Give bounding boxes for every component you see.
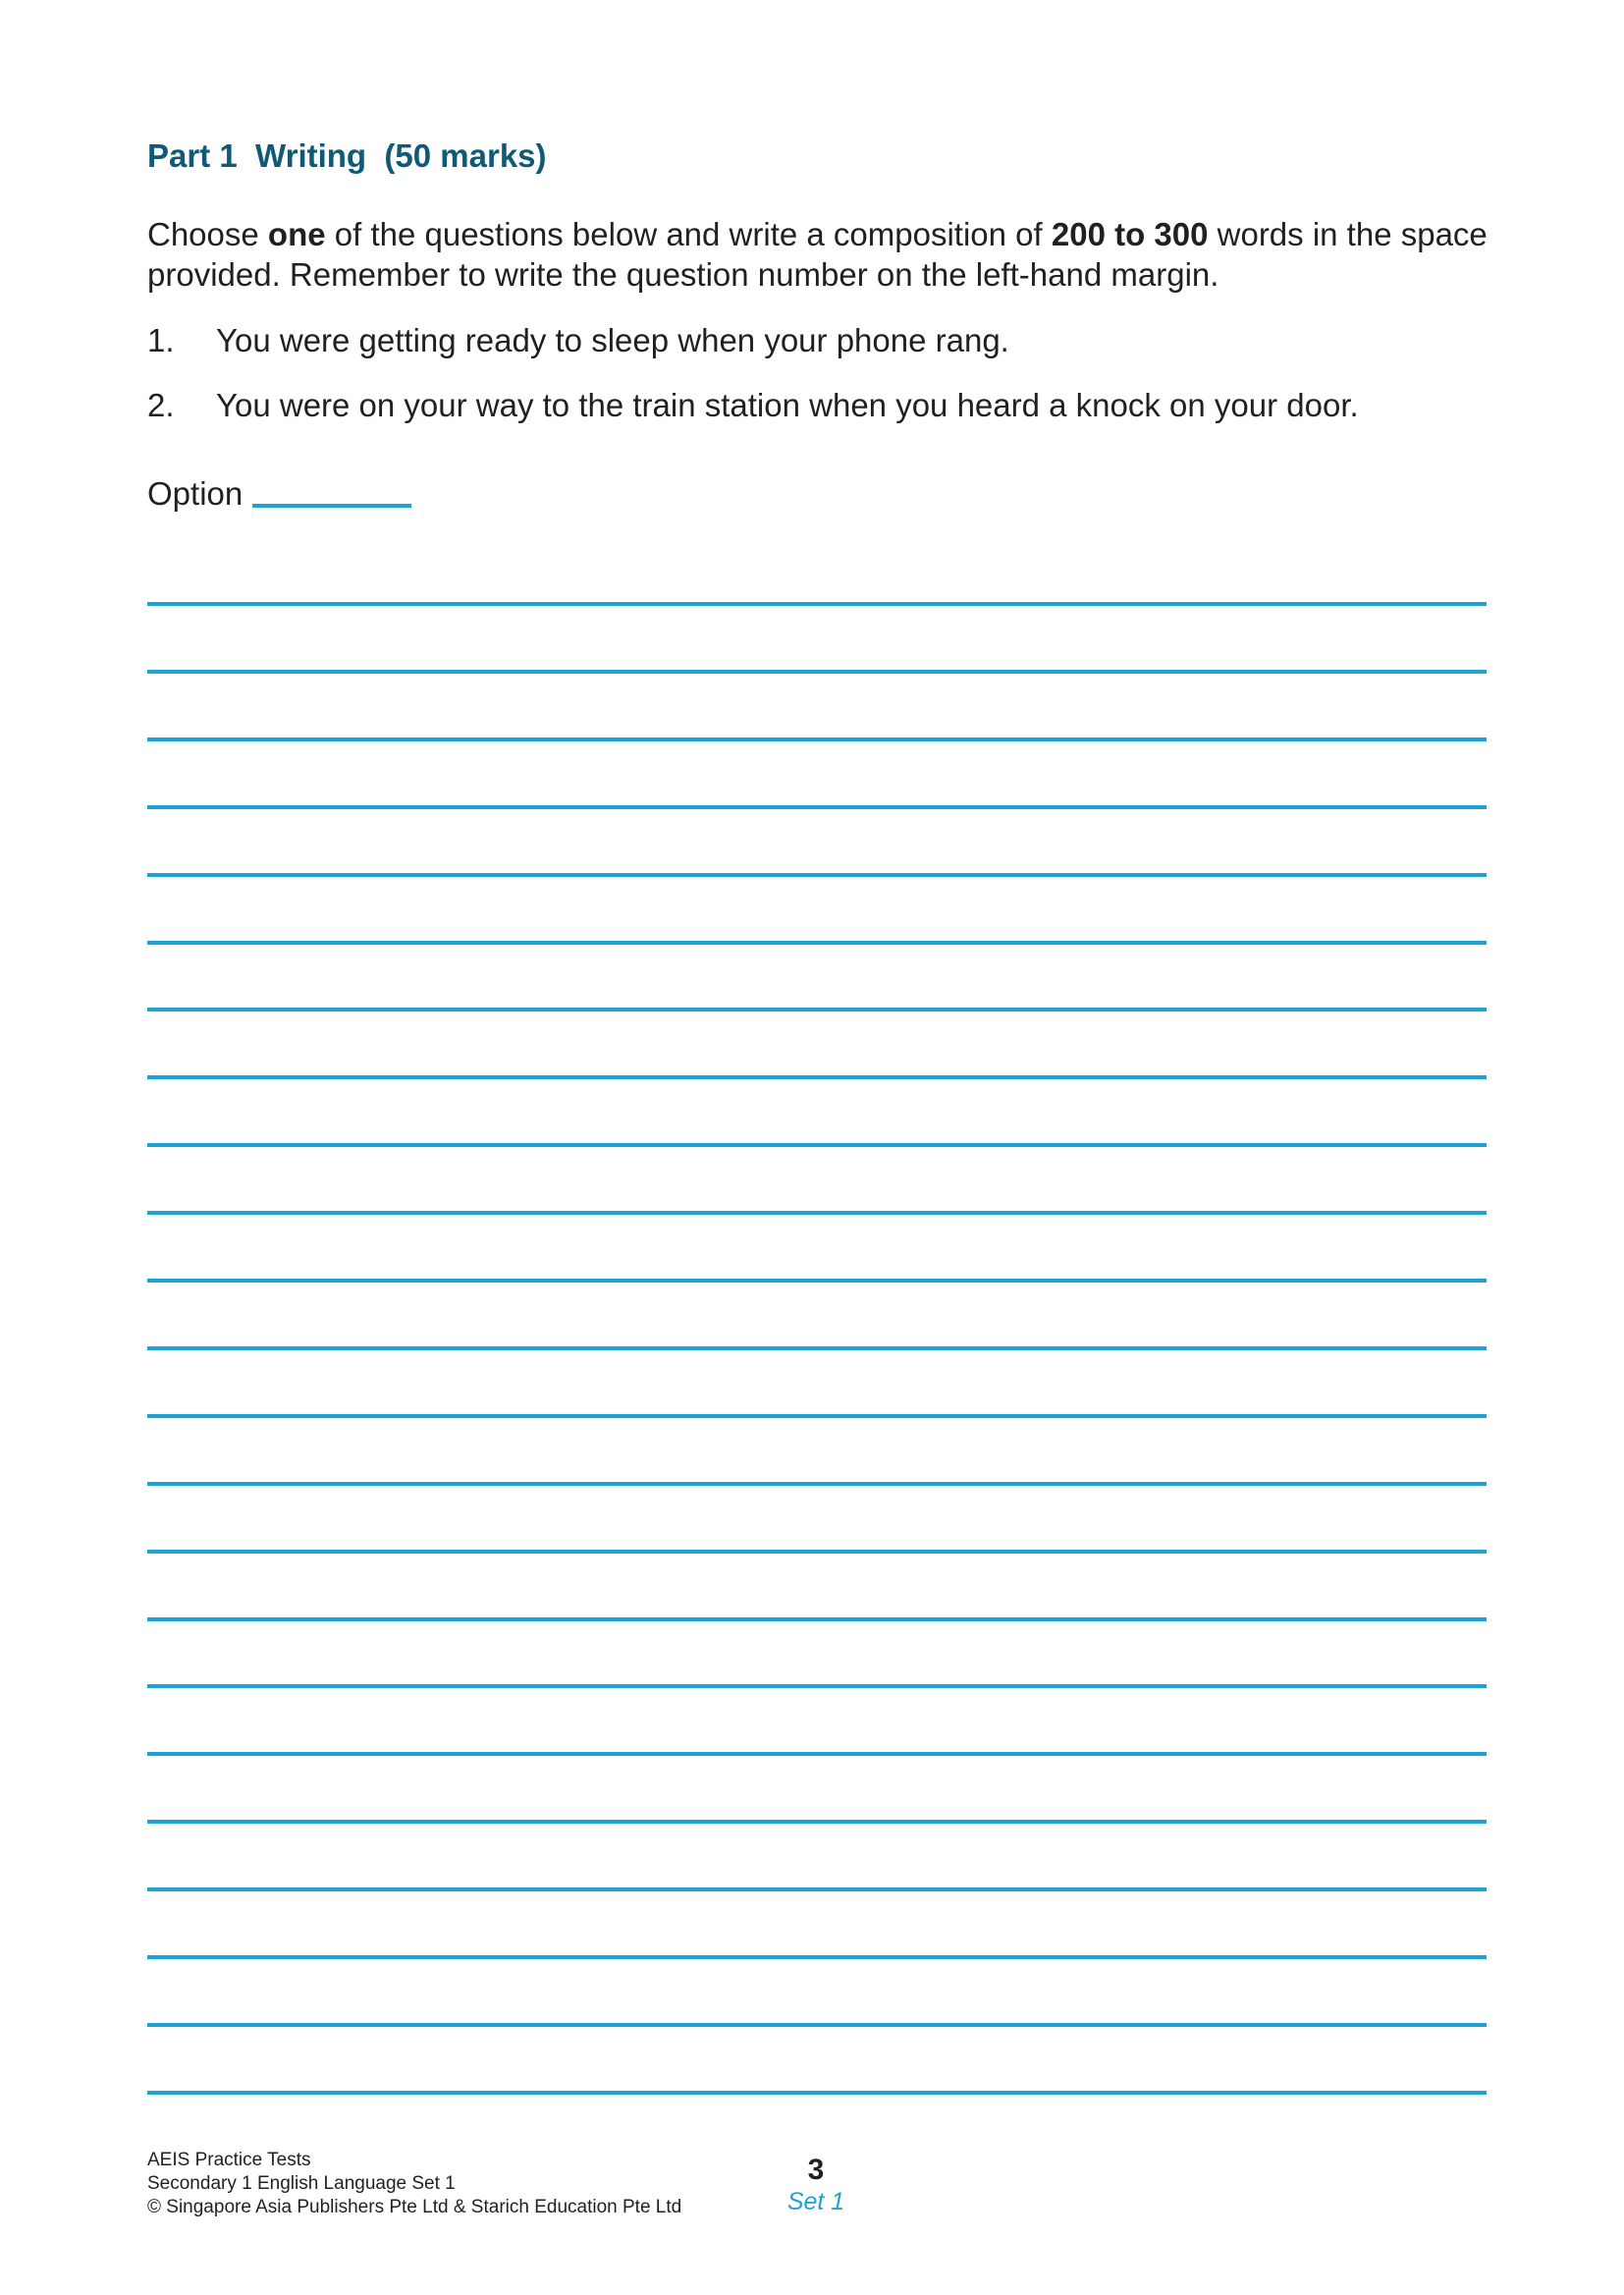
writing-line bbox=[147, 1279, 1487, 1283]
writing-line bbox=[147, 1414, 1487, 1418]
instructions-text-3: words in the space provided. Remember to write the question number on the left-hand margin. bbox=[147, 216, 1488, 293]
page-title: Part 1 Writing (50 marks) bbox=[147, 137, 547, 174]
writing-line bbox=[147, 1550, 1487, 1554]
writing-line bbox=[147, 1008, 1487, 1011]
writing-line bbox=[147, 670, 1487, 674]
writing-line bbox=[147, 1482, 1487, 1486]
writing-line bbox=[147, 602, 1487, 606]
question-number: 1. bbox=[147, 322, 175, 358]
question-number: 2. bbox=[147, 387, 175, 423]
instructions-bold-word-count: 200 to 300 bbox=[1051, 216, 1209, 252]
writing-line bbox=[147, 1752, 1487, 1756]
question-text: You were getting ready to sleep when your phone rang. bbox=[216, 322, 1009, 358]
footer-page-marker bbox=[764, 2154, 868, 2216]
writing-line bbox=[147, 1955, 1487, 1959]
writing-line bbox=[147, 2091, 1487, 2095]
writing-line bbox=[147, 1820, 1487, 1824]
writing-line bbox=[147, 1211, 1487, 1215]
page-number: 3 bbox=[807, 2154, 825, 2186]
footer-copyright: © Singapore Asia Publishers Pte Ltd & Starich Education Pte Ltd bbox=[147, 2197, 682, 2217]
writing-line bbox=[147, 1346, 1487, 1350]
writing-line bbox=[147, 873, 1487, 877]
writing-area[interactable] bbox=[147, 0, 1487, 2295]
writing-line bbox=[147, 1887, 1487, 1891]
footer-book-title: Secondary 1 English Language Set 1 bbox=[147, 2173, 456, 2194]
writing-line bbox=[147, 1143, 1487, 1147]
footer-series-title: AEIS Practice Tests bbox=[147, 2150, 311, 2170]
footer-publisher-info bbox=[147, 2149, 681, 2219]
writing-line bbox=[147, 1684, 1487, 1688]
writing-line bbox=[147, 1075, 1487, 1079]
instructions-text-2: of the questions below and write a composition of bbox=[325, 216, 1052, 252]
writing-line bbox=[147, 805, 1487, 809]
instructions-text-1: Choose bbox=[147, 216, 268, 252]
set-label: Set 1 bbox=[786, 2188, 845, 2215]
instructions-bold-one: one bbox=[267, 216, 326, 252]
option-label: Option bbox=[147, 475, 244, 512]
writing-line bbox=[147, 2023, 1487, 2027]
writing-line bbox=[147, 941, 1487, 945]
question-text: You were on your way to the train station when you heard a knock on your door. bbox=[216, 387, 1359, 423]
writing-line bbox=[147, 1617, 1487, 1621]
writing-line bbox=[147, 738, 1487, 741]
